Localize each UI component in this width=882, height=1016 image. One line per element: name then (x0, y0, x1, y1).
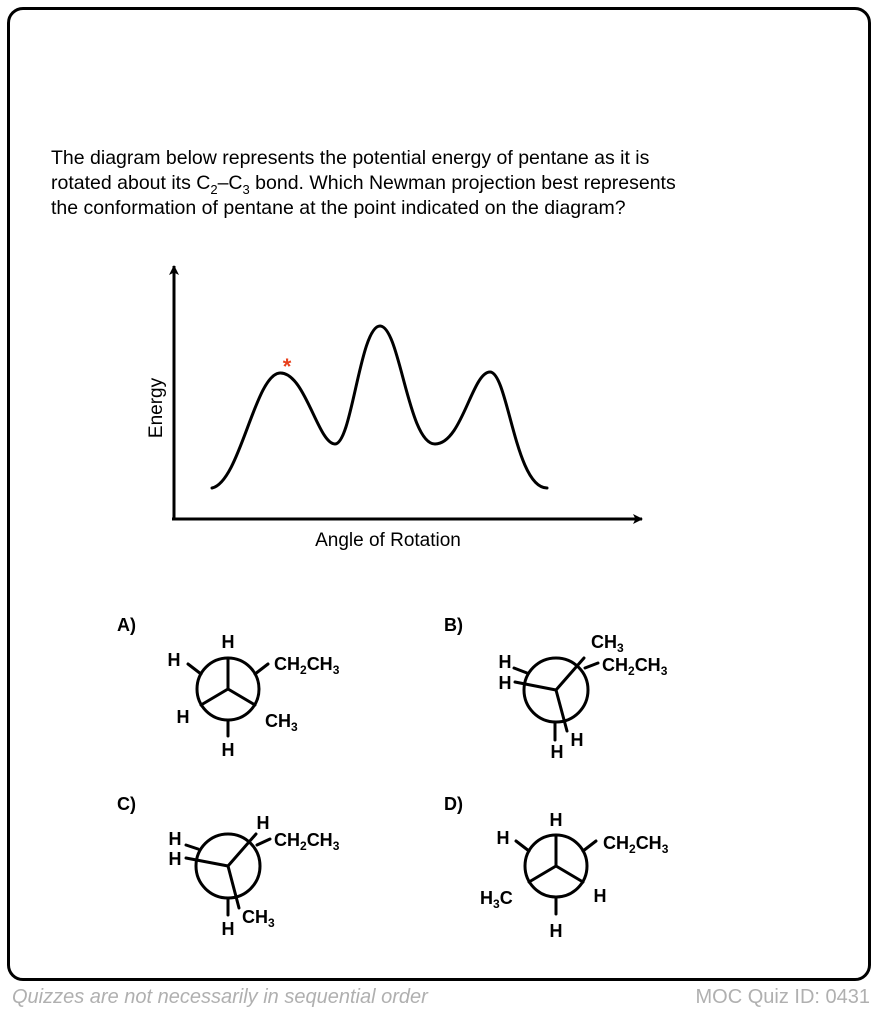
d-back-left-h: H (496, 828, 510, 848)
c-back-bottom-h: H (221, 919, 235, 939)
b-front-bottom-h: H (570, 730, 584, 750)
c-front-left-h: H (168, 849, 182, 869)
option-c[interactable] (117, 794, 340, 939)
option-d[interactable] (444, 794, 669, 941)
a-back-left-h: H (167, 650, 181, 670)
c-front-top-h: H (256, 813, 270, 833)
d-front-left-methyl: $H_3C$ (480, 888, 513, 911)
option-b[interactable] (444, 615, 668, 762)
b-front-left-h: H (498, 673, 512, 693)
x-axis-label: Angle of Rotation (315, 530, 461, 551)
d-back-bottom-h: H (549, 921, 563, 941)
d-front-right-h: H (593, 886, 607, 906)
a-front-right-methyl: $CH_3$ (265, 711, 298, 734)
energy-curve (212, 326, 547, 488)
footer-note: Quizzes are not necessarily in sequential order (12, 986, 428, 1008)
question-line-3: the conformation of pentane at the point indicated on the diagram? (51, 197, 626, 219)
b-back-bottom-h: H (550, 742, 564, 762)
energy-peak-marker: * (282, 354, 292, 379)
a-front-top-h: H (221, 632, 235, 652)
option-c-label: C) (117, 794, 136, 814)
a-back-bottom-h: H (221, 740, 235, 760)
option-d-label: D) (444, 794, 463, 814)
option-a-label: A) (117, 615, 136, 635)
c-back-left-h: H (168, 829, 182, 849)
question-line-1: The diagram below represents the potential energy of pentane as it is (51, 147, 650, 169)
d-front-top-h: H (549, 810, 563, 830)
option-b-label: B) (444, 615, 463, 635)
y-axis-label: Energy (146, 377, 167, 439)
question-line-2: rotated about its $C_2-C_3$ bond. Which Newman projection best represents (51, 172, 676, 197)
a-front-left-h: H (176, 707, 190, 727)
c-front-methyl: $CH_3$ (242, 907, 275, 930)
quiz-id: MOC Quiz ID: 0431 (695, 986, 870, 1008)
b-front-methyl: $CH_3$ (591, 632, 624, 655)
d-back-right-ethyl: $CH_2CH_3$ (603, 833, 669, 856)
b-back-ethyl: $CH_2CH_3$ (602, 655, 668, 678)
c-back-ethyl: $CH_2CH_3$ (274, 830, 340, 853)
b-back-left-h: H (498, 652, 512, 672)
option-a[interactable] (117, 615, 340, 760)
energy-diagram (146, 266, 642, 551)
a-back-right-ethyl: $CH_2CH_3$ (274, 654, 340, 677)
